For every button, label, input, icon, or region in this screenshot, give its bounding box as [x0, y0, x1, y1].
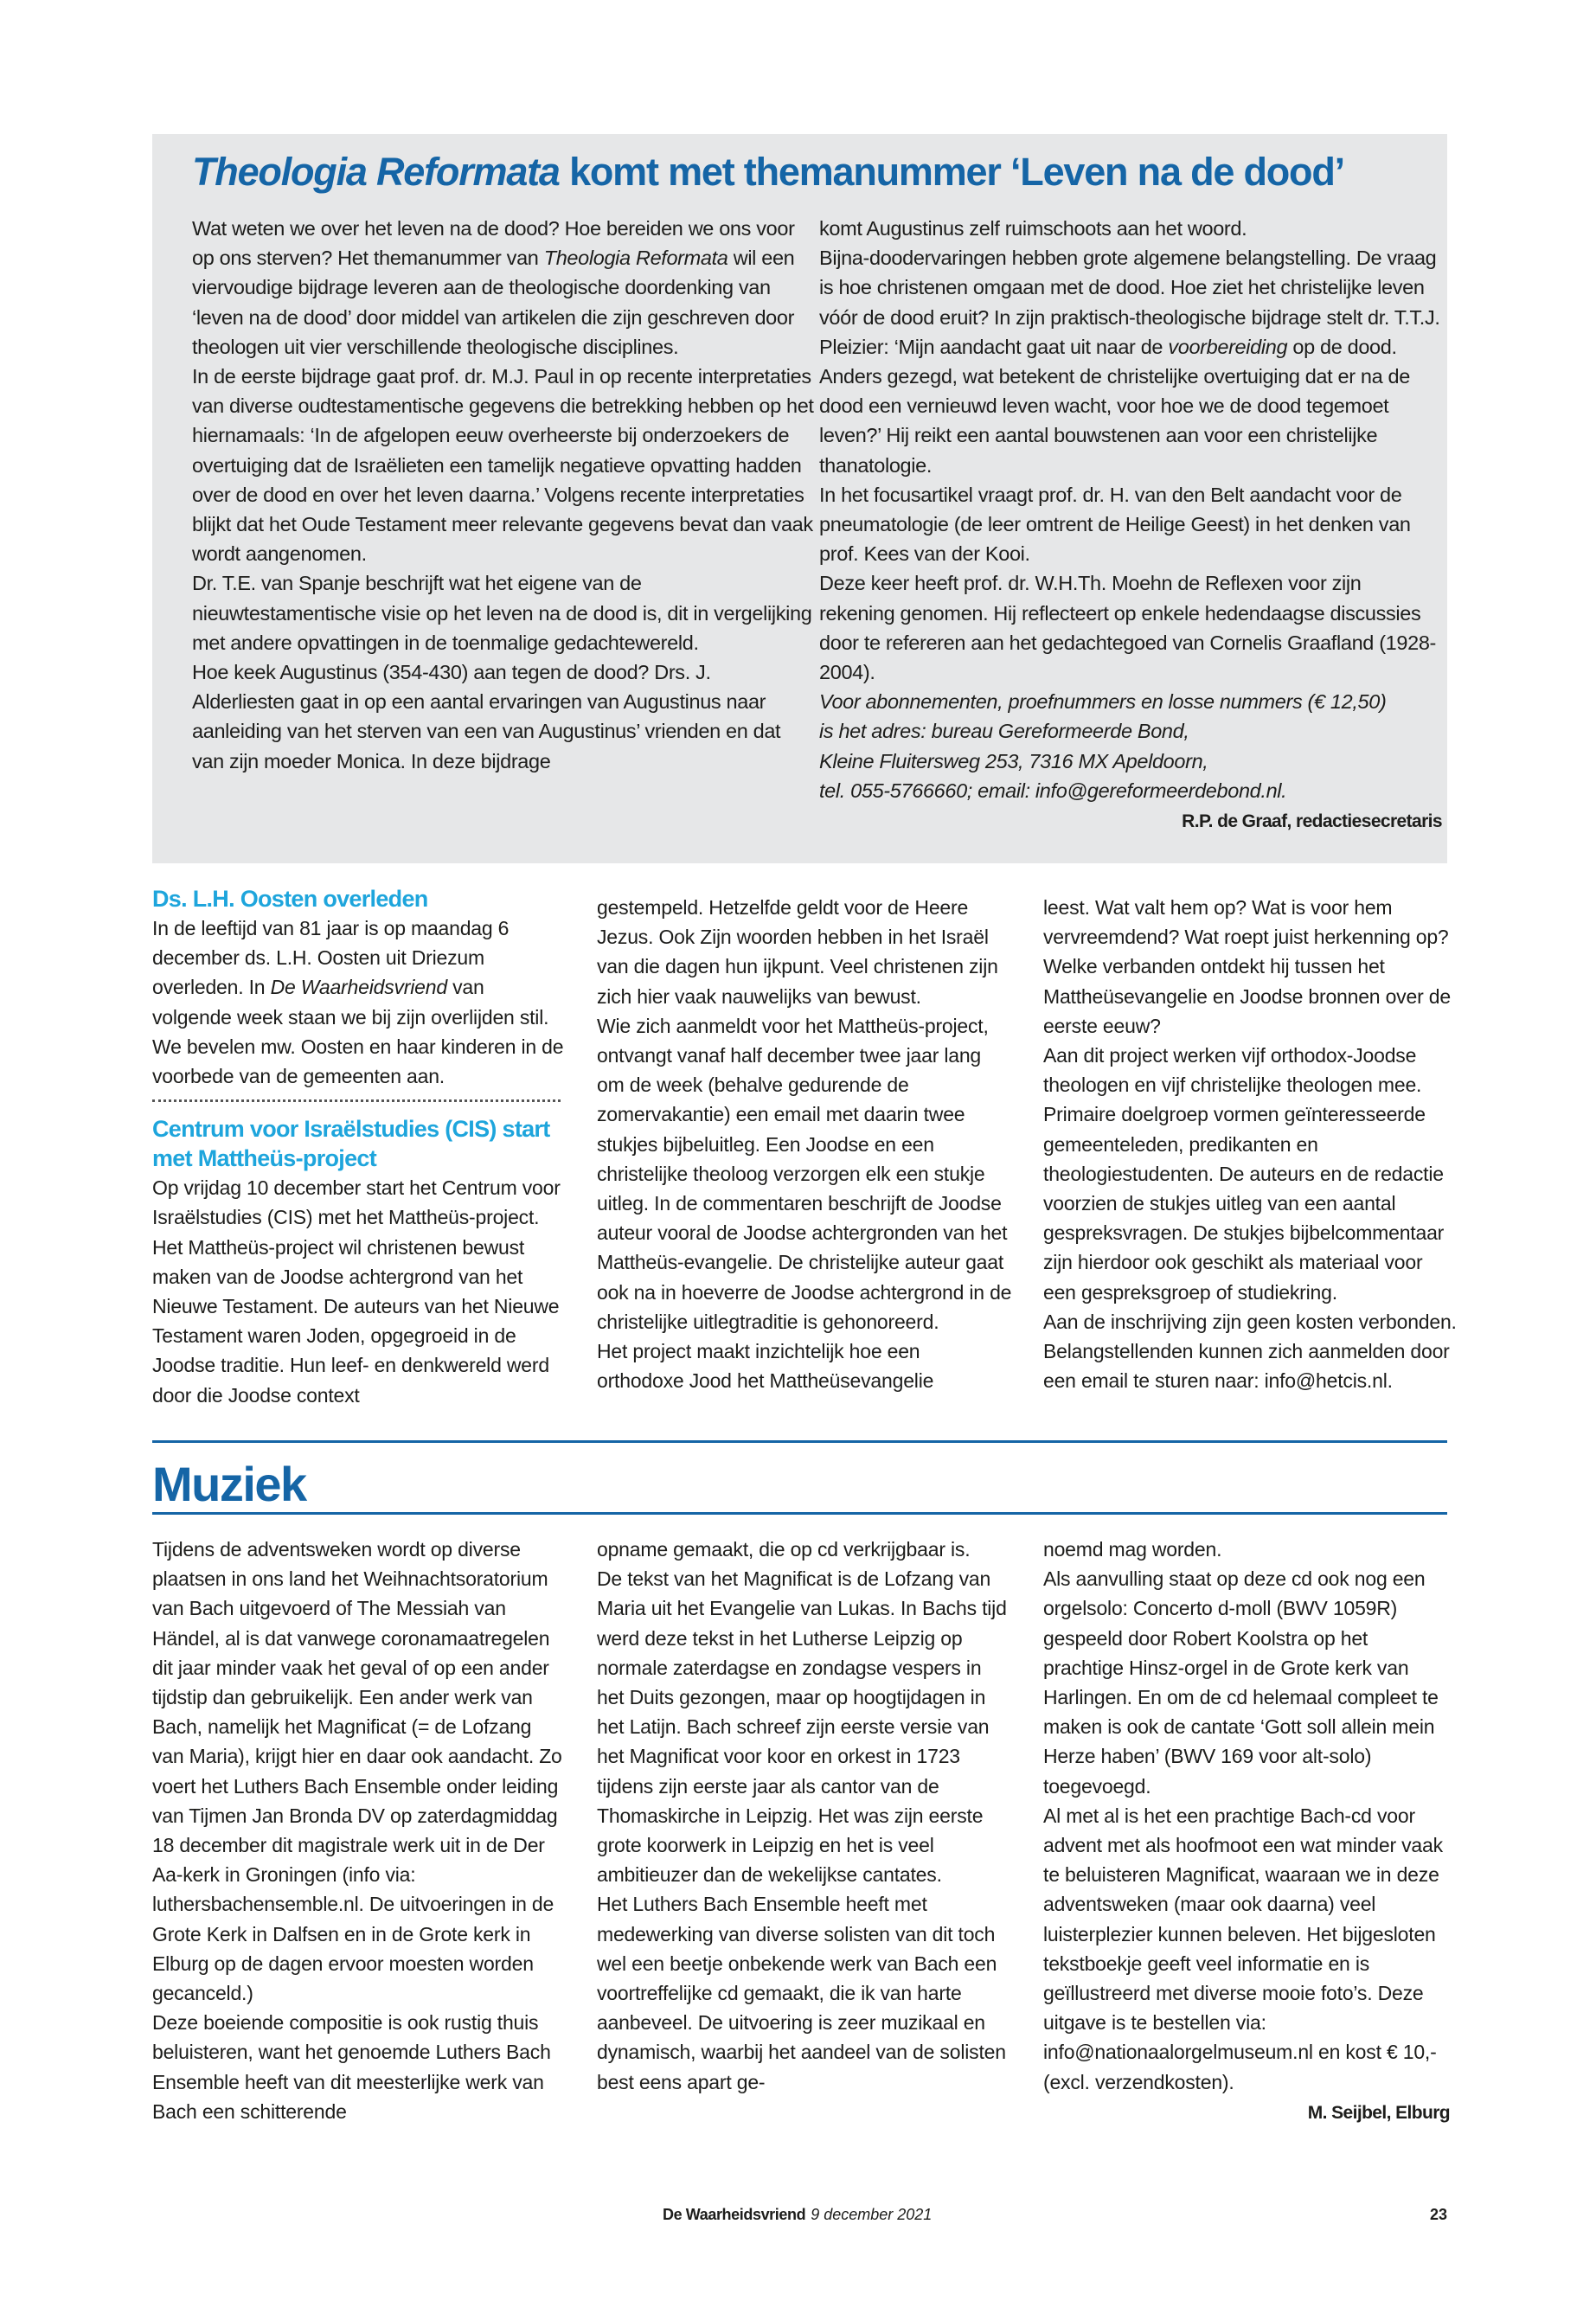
paragraph: Wat weten we over het leven na de dood? Hoe bereiden we ons voor op ons sterven? Het themanummer van Theologia Reformata wil een viervoudige bijdrage leveren aan de theologische doordenking van ‘leven na de dood’ door middel van artikelen die zijn geschreven door theologen uit vier verschillende theologische disciplines.: [192, 217, 795, 358]
paragraph: Dr. T.E. van Spanje beschrijft wat het eigene van de nieuwtestamentische visie op het leven na de dood is, dit in vergelijking met andere opvattingen in de toenmalige gedachtewereld.: [192, 572, 812, 654]
news-title-oosten: Ds. L.H. Oosten overleden: [152, 886, 428, 912]
paragraph: Het Luthers Bach Ensemble heeft met medewerking van diverse solisten van dit toch wel een beetje onbekende werk van Bach een voortreffelijke cd gemaakt, die ik van harte aanbeveel. De uitvoering is zeer muzikaal en dynamisch, waarbij het aandeel van de solisten best eens apart ge-: [597, 1893, 1006, 2093]
muziek-column-1: [152, 1535, 567, 2126]
news-column-2: [597, 893, 1012, 1395]
news-column-1: [152, 884, 567, 1410]
page-footer: [663, 2206, 932, 2224]
muziek-column-2: [597, 1535, 1012, 2097]
muziek-column-3: [1043, 1535, 1450, 2128]
feature-title: Theologia Reformata komt met themanummer ‘Leven na de dood’: [192, 150, 1344, 194]
issue-date: 9 december 2021: [811, 2206, 933, 2223]
paragraph: In de eerste bijdrage gaat prof. dr. M.J. Paul in op recente interpretaties van diverse oudtestamentische gegevens die betrekking hebben op het hiernamaals: ‘In de afgelopen eeuw overheerste bij onderzoekers de overtuiging dat de Israëlieten een tamelijk negatieve opvatting hadden over de dood en over het leven daarna.’ Volgens recente interpretaties blijkt dat het Oude Testament meer relevante gegevens bevat dan vaak wordt aangenomen.: [192, 365, 814, 566]
paragraph: Al met al is het een prachtige Bach-cd voor advent met als hoofmoot een wat minder vaak te beluisteren Magnificat, waaraan we in deze adventsweken (maar ook daarna) veel luisterplezier kunnen beleven. Het bijgesloten tekstboekje geeft veel informatie en is geïllustreerd met diverse mooie foto’s. Deze uitgave is te bestellen via: info@nationaalorgelmuseum.nl en kost € 10,- (excl. verzendkosten).: [1043, 1804, 1443, 2093]
paragraph: In het focusartikel vraagt prof. dr. H. van den Belt aandacht voor de pneumatologie (de leer omtrent de Heilige Geest) in het denken van prof. Kees van der Kooi.: [819, 483, 1411, 566]
paragraph: opname gemaakt, die op cd verkrijgbaar is.: [597, 1538, 971, 1561]
paragraph: Op vrijdag 10 december start het Centrum voor Israëlstudies (CIS) met het Mattheüs-project. Het Mattheüs-project wil christenen bewust maken van de Joodse achtergrond van het Nieuwe Testament. De auteurs van het Nieuwe Testament waren Joden, opgegroeid in de Joodse traditie. Hun leef- en denkwereld werd door die Joodse context: [152, 1176, 561, 1407]
contact-info: Voor abonnementen, proefnummers en losse nummers (€ 12,50) is het adres: bureau Gereformeerde Bond, Kleine Fluitersweg 253, 7316 MX Apeldoorn, tel. 055-5766660; email: info@gereformeerdebond.nl.: [819, 690, 1387, 802]
paragraph: komt Augustinus zelf ruimschoots aan het woord.: [819, 217, 1247, 240]
news-title-cis: Centrum voor Israëlstudies (CIS) start met Mattheüs-project: [152, 1116, 550, 1172]
paragraph: Bijna-doodervaringen hebben grote algemene belangstelling. De vraag is hoe christenen omgaan met de dood. Hoe ziet het christelijke leven vóór de dood eruit? In zijn praktisch-theologische bijdrage stelt dr. T.T.J. Pleizier: ‘Mijn aandacht gaat uit naar de voorbereiding op de dood. Anders gezegd, wat betekent de christelijke overtuiging dat er na de dood een vernieuwd leven wacht, voor hoe we de dood tegemoet leven?’ Hij reikt een aantal bouwstenen aan voor een christelijke thanatologie.: [819, 247, 1440, 477]
section-rule-top: [152, 1440, 1447, 1443]
paragraph: Hoe keek Augustinus (354-430) aan tegen de dood? Drs. J. Alderliesten gaat in op een aantal ervaringen van Augustinus naar aanleiding van het sterven van een van Augustinus’ vrienden en dat van zijn moeder Monica. In deze bijdrage: [192, 661, 781, 772]
paragraph: Het project maakt inzichtelijk hoe een orthodoxe Jood het Mattheüsevangelie: [597, 1340, 934, 1393]
page-number: 23: [1430, 2206, 1448, 2223]
news-column-3: [1043, 893, 1458, 1395]
signature: M. Seijbel, Elburg: [1307, 2102, 1450, 2123]
paragraph: Als aanvulling staat op deze cd ook nog een orgelsolo: Concerto d-moll (BWV 1059R) gespeeld door Robert Koolstra op het prachtige Hinsz-orgel in de Grote kerk van Harlingen. En om de cd helemaal compleet te maken is ook de cantate ‘Gott soll allein mein Herze haben’ (BWV 169 voor alt-solo) toegevoegd.: [1043, 1567, 1439, 1798]
feature-column-1: [192, 214, 815, 776]
paragraph: noemd mag worden.: [1043, 1538, 1222, 1561]
paragraph: Wie zich aanmeldt voor het Mattheüs-project, ontvangt vanaf half december twee jaar lang om de week (behalve gedurende de zomervakantie) een email met daarin twee stukjes bijbeluitleg. Een Joodse en een christelijke theoloog verzorgen elk een stukje uitleg. In de commentaren beschrijft de Joodse auteur vooral de Joodse achtergronden van het Mattheüs-evangelie. De christelijke auteur gaat ook na in hoeverre de Joodse achtergrond in de christelijke uitlegtraditie is gehonoreerd.: [597, 1014, 1012, 1333]
paragraph: De tekst van het Magnificat is de Lofzang van Maria uit het Evangelie van Lukas. In Bachs tijd werd deze tekst in het Lutherse Leipzig op normale zaterdagse en zondagse vespers in het Duits gezongen, maar op hoogtijdagen in het Latijn. Bach schreef zijn eerste versie van het Magnificat voor koor en orkest in 1723 tijdens zijn eerste jaar als cantor van de Thomaskirche in Leipzig. Het was zijn eerste grote koorwerk in Leipzig en het is veel ambitieuzer dan de wekelijkse cantates.: [597, 1567, 1007, 1887]
feature-box: [152, 134, 1447, 863]
paragraph: Deze keer heeft prof. dr. W.H.Th. Moehn de Reflexen voor zijn rekening genomen. Hij reflecteert op enkele hedendaagse discussies door te refereren aan het gedachtegoed van Cornelis Graafland (1928-2004).: [819, 572, 1437, 684]
section-rule-bottom: [152, 1512, 1447, 1515]
dotted-divider: [152, 1099, 561, 1102]
section-heading-muziek: Muziek: [152, 1457, 306, 1511]
signature: R.P. de Graaf, redactiesecretaris: [1182, 811, 1442, 832]
publication-name: De Waarheidsvriend: [663, 2206, 806, 2223]
paragraph: Deze boeiende compositie is ook rustig thuis beluisteren, want het genoemde Luthers Bach Ensemble heeft van dit meesterlijke werk van Bach een schitterende: [152, 2011, 551, 2123]
paragraph: In de leeftijd van 81 jaar is op maandag 6 december ds. L.H. Oosten uit Driezum overleden. In De Waarheidsvriend van volgende week staan we bij zijn overlijden stil. We bevelen mw. Oosten en haar kinderen in de voorbede van de gemeenten aan.: [152, 917, 564, 1088]
paragraph: gestempeld. Hetzelfde geldt voor de Heere Jezus. Ook Zijn woorden hebben in het Israël van die dagen hun ijkpunt. Veel christenen zijn zich hier vaak nauwelijks van bewust.: [597, 896, 998, 1008]
paragraph: leest. Wat valt hem op? Wat is voor hem vervreemdend? Wat roept juist herkenning op? Welke verbanden ontdekt hij tussen het Mattheüsevangelie en Joodse bronnen over de eerste eeuw?: [1043, 896, 1451, 1037]
paragraph: Aan dit project werken vijf orthodox-Joodse theologen en vijf christelijke theologen mee. Primaire doelgroep vormen geïnteresseerde gemeenteleden, predikanten en theologiestudenten. De auteurs en de redactie voorzien de stukjes uitleg van een aantal gespreksvragen. De stukjes bijbelcommentaar zijn hierdoor ook geschikt als materiaal voor een gespreksgroep of studiekring.: [1043, 1044, 1445, 1304]
paragraph: Aan de inschrijving zijn geen kosten verbonden. Belangstellenden kunnen zich aanmelden door een email te sturen naar: info@hetcis.nl.: [1043, 1310, 1457, 1393]
feature-column-2: [819, 214, 1442, 836]
paragraph: Tijdens de adventsweken wordt op diverse plaatsen in ons land het Weihnachtsoratorium van Bach uitgevoerd of The Messiah van Händel, al is dat vanwege coronamaatregelen dit jaar minder vaak het geval of op een ander tijdstip dan gebruikelijk. Een ander werk van Bach, namelijk het Magnificat (= de Lofzang van Maria), krijgt hier en daar ook aandacht. Zo voert het Luthers Bach Ensemble onder leiding van Tijmen Jan Bronda DV op zaterdagmiddag 18 december dit magistrale werk uit in de Der Aa-kerk in Groningen (info via: luthersbachensemble.nl. De uitvoeringen in de Grote Kerk in Dalfsen en in de Grote kerk in Elburg op de dagen ervoor moesten worden gecanceld.): [152, 1538, 562, 2005]
